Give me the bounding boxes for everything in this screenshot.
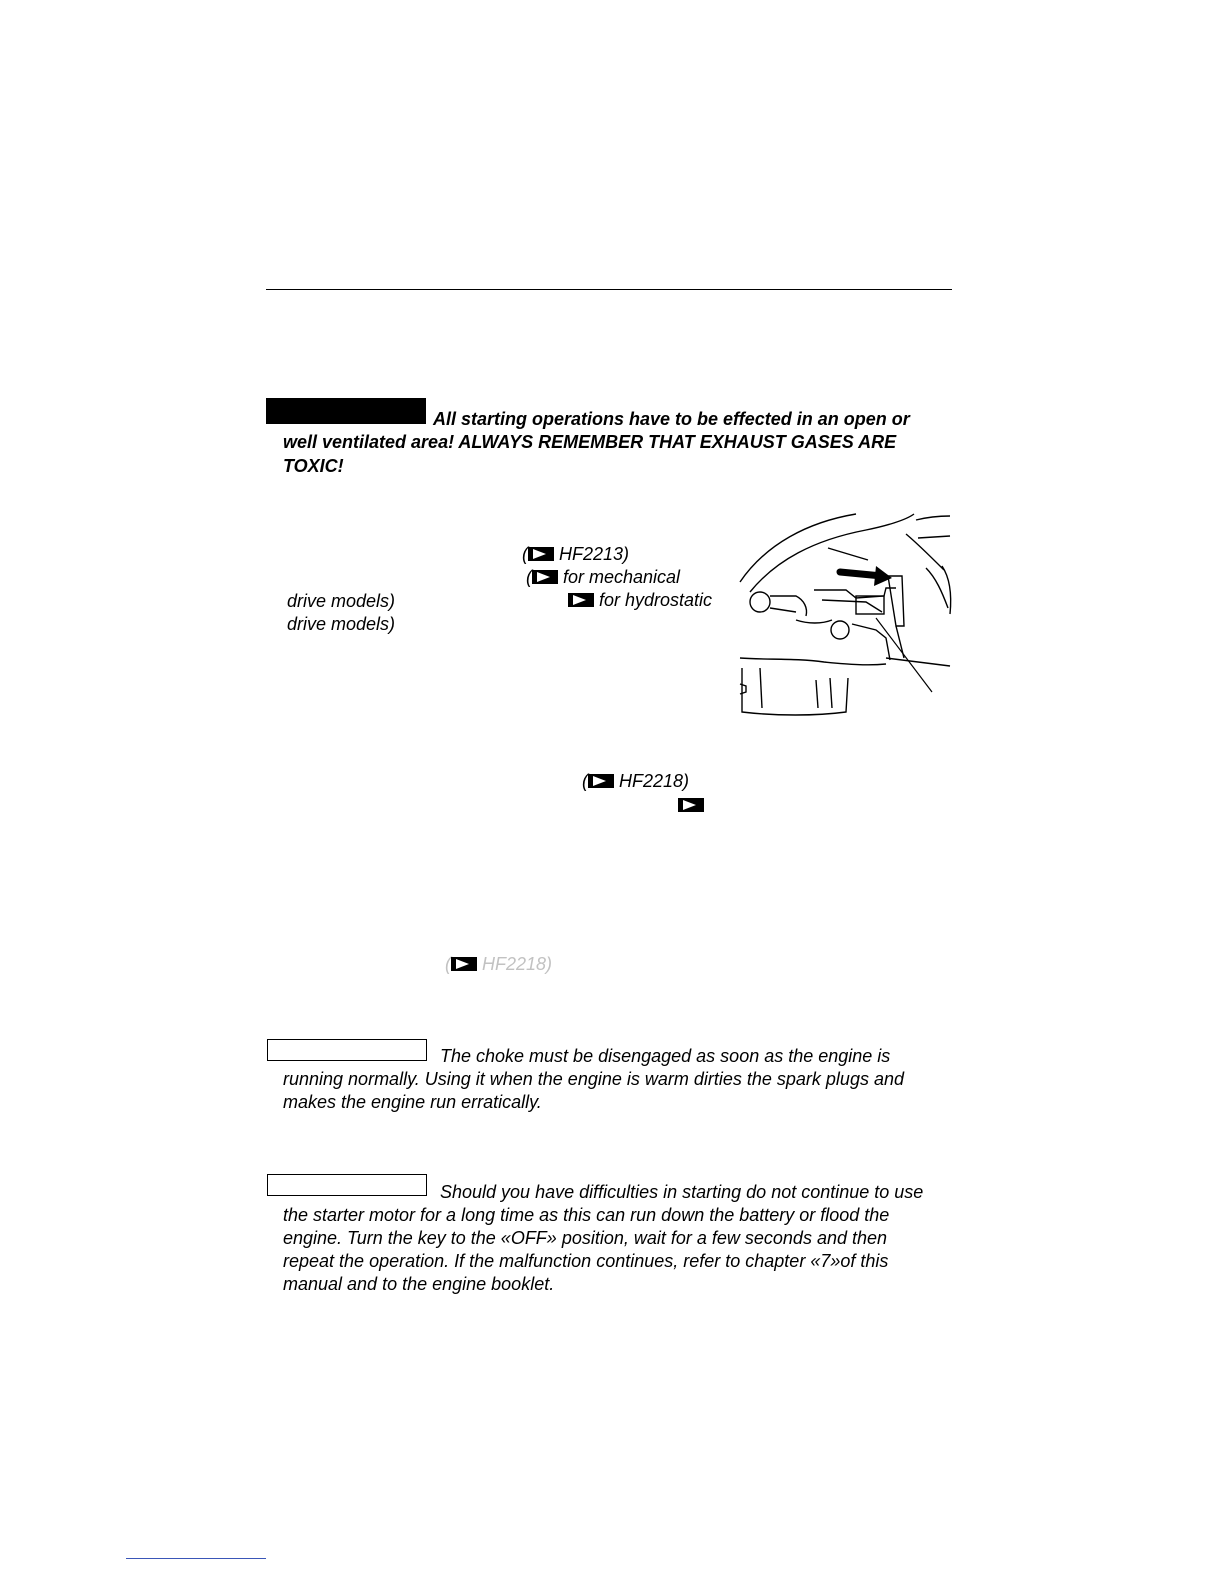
ref-icon-standalone bbox=[678, 794, 709, 816]
paren-open: ( bbox=[526, 567, 532, 587]
see-reference-icon bbox=[568, 593, 594, 607]
footer-rule bbox=[126, 1558, 266, 1559]
paren-open: ( bbox=[522, 544, 528, 564]
note-2-line-4: repeat the operation. If the malfunction continues, refer to chapter «7»of this bbox=[283, 1251, 889, 1271]
warning-label-block bbox=[266, 398, 426, 424]
note-2-line-3: engine. Turn the key to the «OFF» position, wait for a few seconds and then bbox=[283, 1228, 888, 1248]
engine-choke-figure bbox=[736, 508, 954, 720]
paren-open: ( bbox=[445, 954, 451, 974]
ref-hf2218: ( HF2218) bbox=[582, 771, 690, 791]
see-reference-icon bbox=[528, 547, 554, 561]
note-1-line-3: makes the engine run erratically. bbox=[283, 1092, 542, 1112]
see-reference-icon bbox=[678, 798, 704, 812]
ref-hydrostatic: for hydrostatic bbox=[568, 589, 712, 611]
text-drive-models-1: drive models) bbox=[287, 591, 396, 611]
note-2-line-5: manual and to the engine booklet. bbox=[283, 1274, 555, 1294]
note-2-line-1: Should you have difficulties in starting do not continue to use bbox=[440, 1182, 924, 1202]
see-reference-icon bbox=[532, 570, 558, 584]
note-1-line-1: The choke must be disengaged as soon as the engine is bbox=[440, 1046, 891, 1066]
see-reference-icon bbox=[451, 957, 477, 971]
note-label-box-2 bbox=[267, 1174, 427, 1196]
paren-open: ( bbox=[582, 771, 588, 791]
ref-hf2218-faded: ( HF2218) bbox=[445, 954, 553, 974]
see-reference-icon bbox=[588, 774, 614, 788]
note-1-line-2: running normally. Using it when the engine is warm dirties the spark plugs and bbox=[283, 1069, 904, 1089]
warning-line-3: TOXIC! bbox=[283, 456, 344, 476]
ref-hf2213: ( HF2213) bbox=[522, 544, 630, 564]
header-rule bbox=[266, 289, 952, 290]
ref-mechanical: ( for mechanical bbox=[526, 567, 681, 587]
note-label-box-1 bbox=[267, 1039, 427, 1061]
warning-line-1: All starting operations have to be effected in an open or bbox=[433, 409, 910, 429]
warning-line-2: well ventilated area! ALWAYS REMEMBER THAT EXHAUST GASES ARE bbox=[283, 432, 897, 452]
note-2-line-2: the starter motor for a long time as this can run down the battery or flood the bbox=[283, 1205, 890, 1225]
text-drive-models-2: drive models) bbox=[287, 614, 396, 634]
